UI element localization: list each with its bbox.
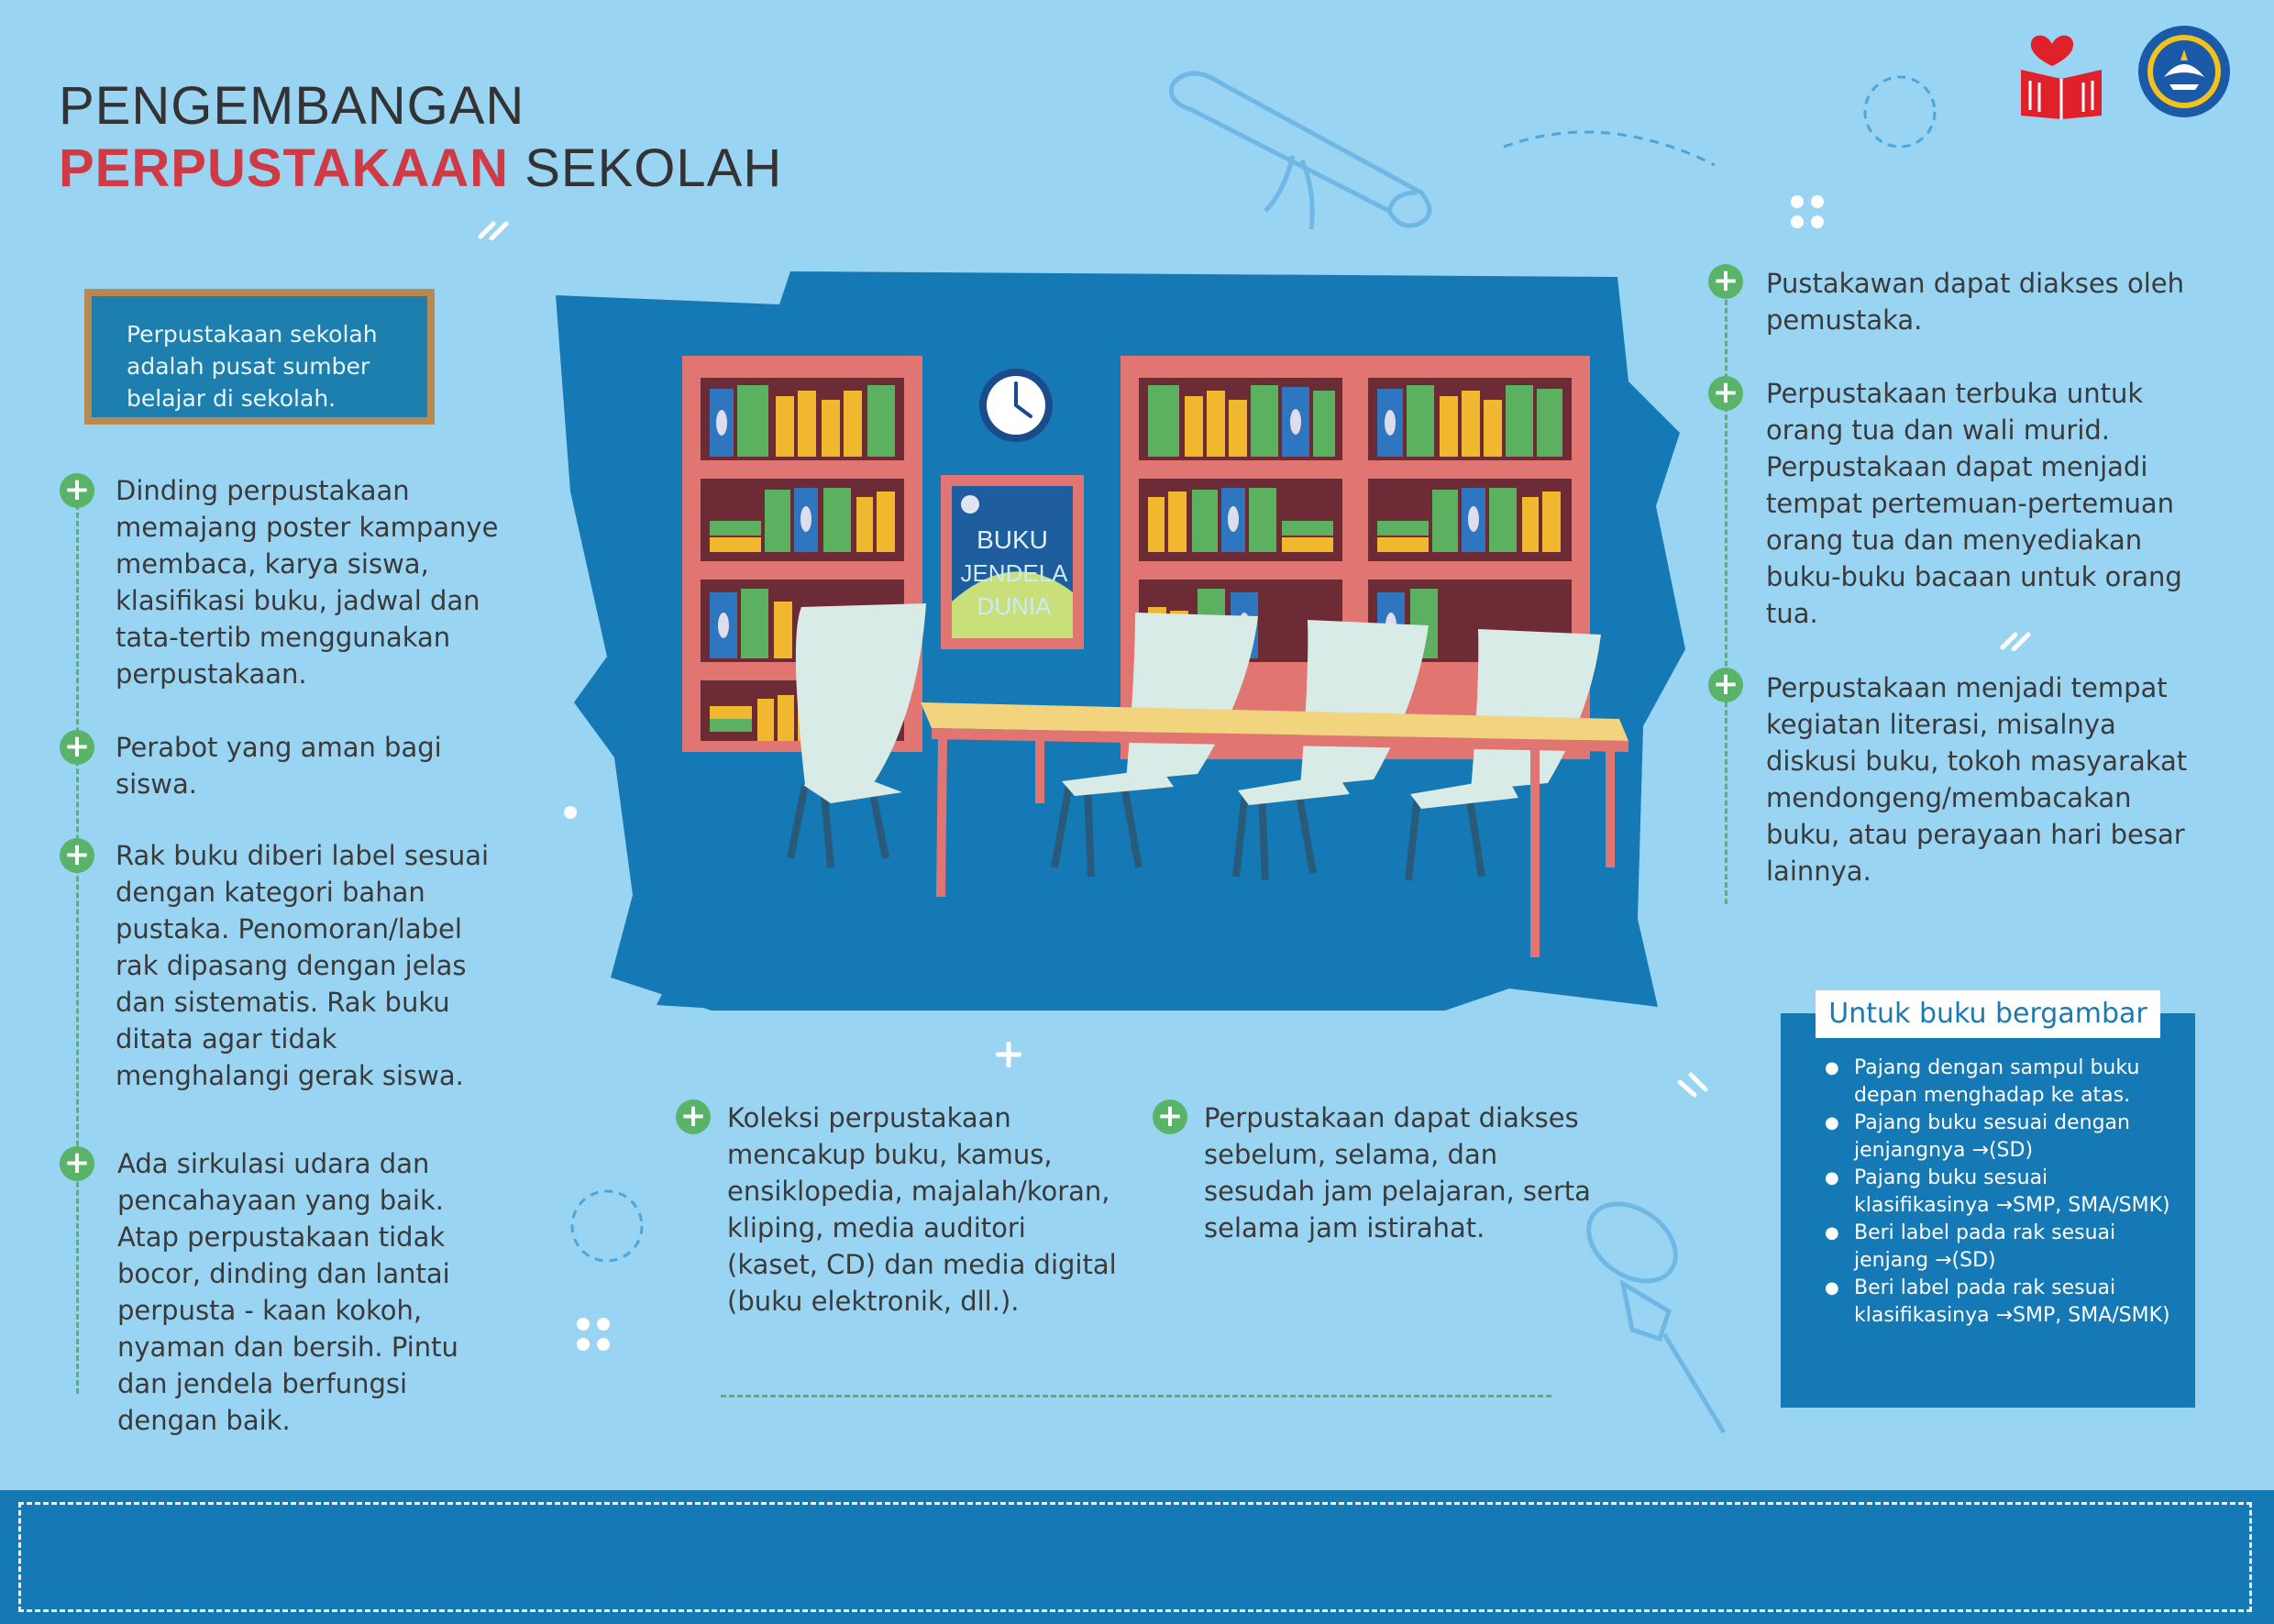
left-item-3: Rak buku diberi label sesuai dengan kategori bahan pustaka. Penomoran/label rak dipasang dengan jelas dan sistematis. Rak buku ditata agar tidak menghalangi gerak siswa. — [116, 840, 490, 1091]
page-title-line1: PENGEMBANGAN — [59, 76, 525, 136]
plus-icon: + — [1708, 376, 1743, 411]
poster-line2: JENDELA — [960, 559, 1068, 587]
diploma-scroll-doodle — [1155, 55, 1449, 238]
left-item-1: Dinding perpustakaan memajang poster kampanye membaca, karya siswa, klasifikasi buku, jadwal dan tata-tertib menggunakan perpustakaan. — [116, 475, 499, 690]
center-item-1: Koleksi perpustakaan mencakup buku, kamus, ensiklopedia, majalah/koran, kliping, media auditori (kaset, CD) dan media digital (buku elektronik, dll.). — [727, 1102, 1117, 1317]
right-dashed-line — [1725, 275, 1728, 904]
plus-icon: + — [60, 730, 94, 765]
plus-icon: + — [60, 473, 94, 508]
right-item-2: Perpustakaan terbuka untuk orang tua dan wali murid. Perpustakaan dapat menjadi tempat pertemuan-pertemuan orang tua dan menyediakan buku-buku bacaan untuk orang tua. — [1766, 378, 2182, 629]
plus-icon: + — [60, 838, 94, 873]
page-title-line2 — [59, 138, 782, 199]
plus-icon: + — [60, 1146, 94, 1181]
four-dots-doodle-2 — [574, 1315, 614, 1355]
picture-book-title: Untuk buku bergambar — [1816, 990, 2160, 1038]
left-item-2: Perabot yang aman bagi siswa. — [116, 732, 442, 800]
plus-icon: + — [1708, 668, 1743, 702]
plus-icon: + — [676, 1099, 711, 1134]
library-illustration — [556, 271, 1685, 1011]
dashed-arc-doodle — [1495, 128, 1724, 202]
left-dashed-line — [76, 504, 79, 1394]
dash-marks-doodle-3 — [1676, 1071, 1713, 1099]
picture-book-list — [1825, 1055, 2173, 1330]
title-rest: SEKOLAH — [524, 138, 783, 198]
poster-line1: BUKU — [977, 525, 1048, 554]
center-dashed-line — [721, 1395, 1551, 1398]
footer-dashed-frame — [18, 1502, 2252, 1612]
title-highlight: PERPUSTAKAAN — [59, 138, 510, 198]
left-item-4: Ada sirkulasi udara dan pencahayaan yang baik. Atap perpustakaan tidak bocor, dinding dan lantai perpusta - kaan kokoh, nyaman dan bersih. Pintu dan jendela berfungsi dengan baik. — [117, 1148, 458, 1436]
dash-marks-doodle — [477, 213, 513, 240]
plus-icon: + — [1153, 1099, 1187, 1134]
dashed-circle-doodle — [1861, 73, 1938, 150]
poster-line3: DUNIA — [977, 592, 1052, 620]
right-item-3: Perpustakaan menjadi tempat kegiatan literasi, misalnya diskusi buku, tokoh masyarakat mendongeng/membacakan buku, atau perayaan hari besar lainnya. — [1766, 672, 2188, 887]
red-book-heart-icon — [2017, 24, 2109, 119]
definition-chalkboard — [84, 289, 435, 425]
plus-sparkle-doodle — [996, 1042, 1021, 1067]
right-item-1: Pustakawan dapat diakses oleh pemustaka. — [1766, 268, 2185, 336]
list-item: ● Pajang dengan sampul buku depan menghadap ke atas. — [1825, 1055, 2173, 1110]
plus-icon: + — [1708, 264, 1743, 299]
tut-wuri-handayani-emblem — [2136, 24, 2232, 119]
list-item: ● Beri label pada rak sesuai jenjang →(SD) — [1825, 1220, 2173, 1275]
center-item-2: Perpustakaan dapat diakses sebelum, selama, dan sesudah jam pelajaran, serta selama jam istirahat. — [1204, 1102, 1591, 1243]
dashed-circle-doodle-2 — [568, 1188, 646, 1265]
definition-text: Perpustakaan sekolah adalah pusat sumber belajar di sekolah. — [127, 321, 378, 412]
four-dots-doodle — [1788, 193, 1828, 233]
list-item: ● Pajang buku sesuai dengan jenjangnya →(SD) — [1825, 1110, 2173, 1165]
list-item: ● Beri label pada rak sesuai klasifikasinya →SMP, SMA/SMK) — [1825, 1275, 2173, 1330]
list-item: ● Pajang buku sesuai klasifikasinya →SMP, SMA/SMK) — [1825, 1165, 2173, 1220]
